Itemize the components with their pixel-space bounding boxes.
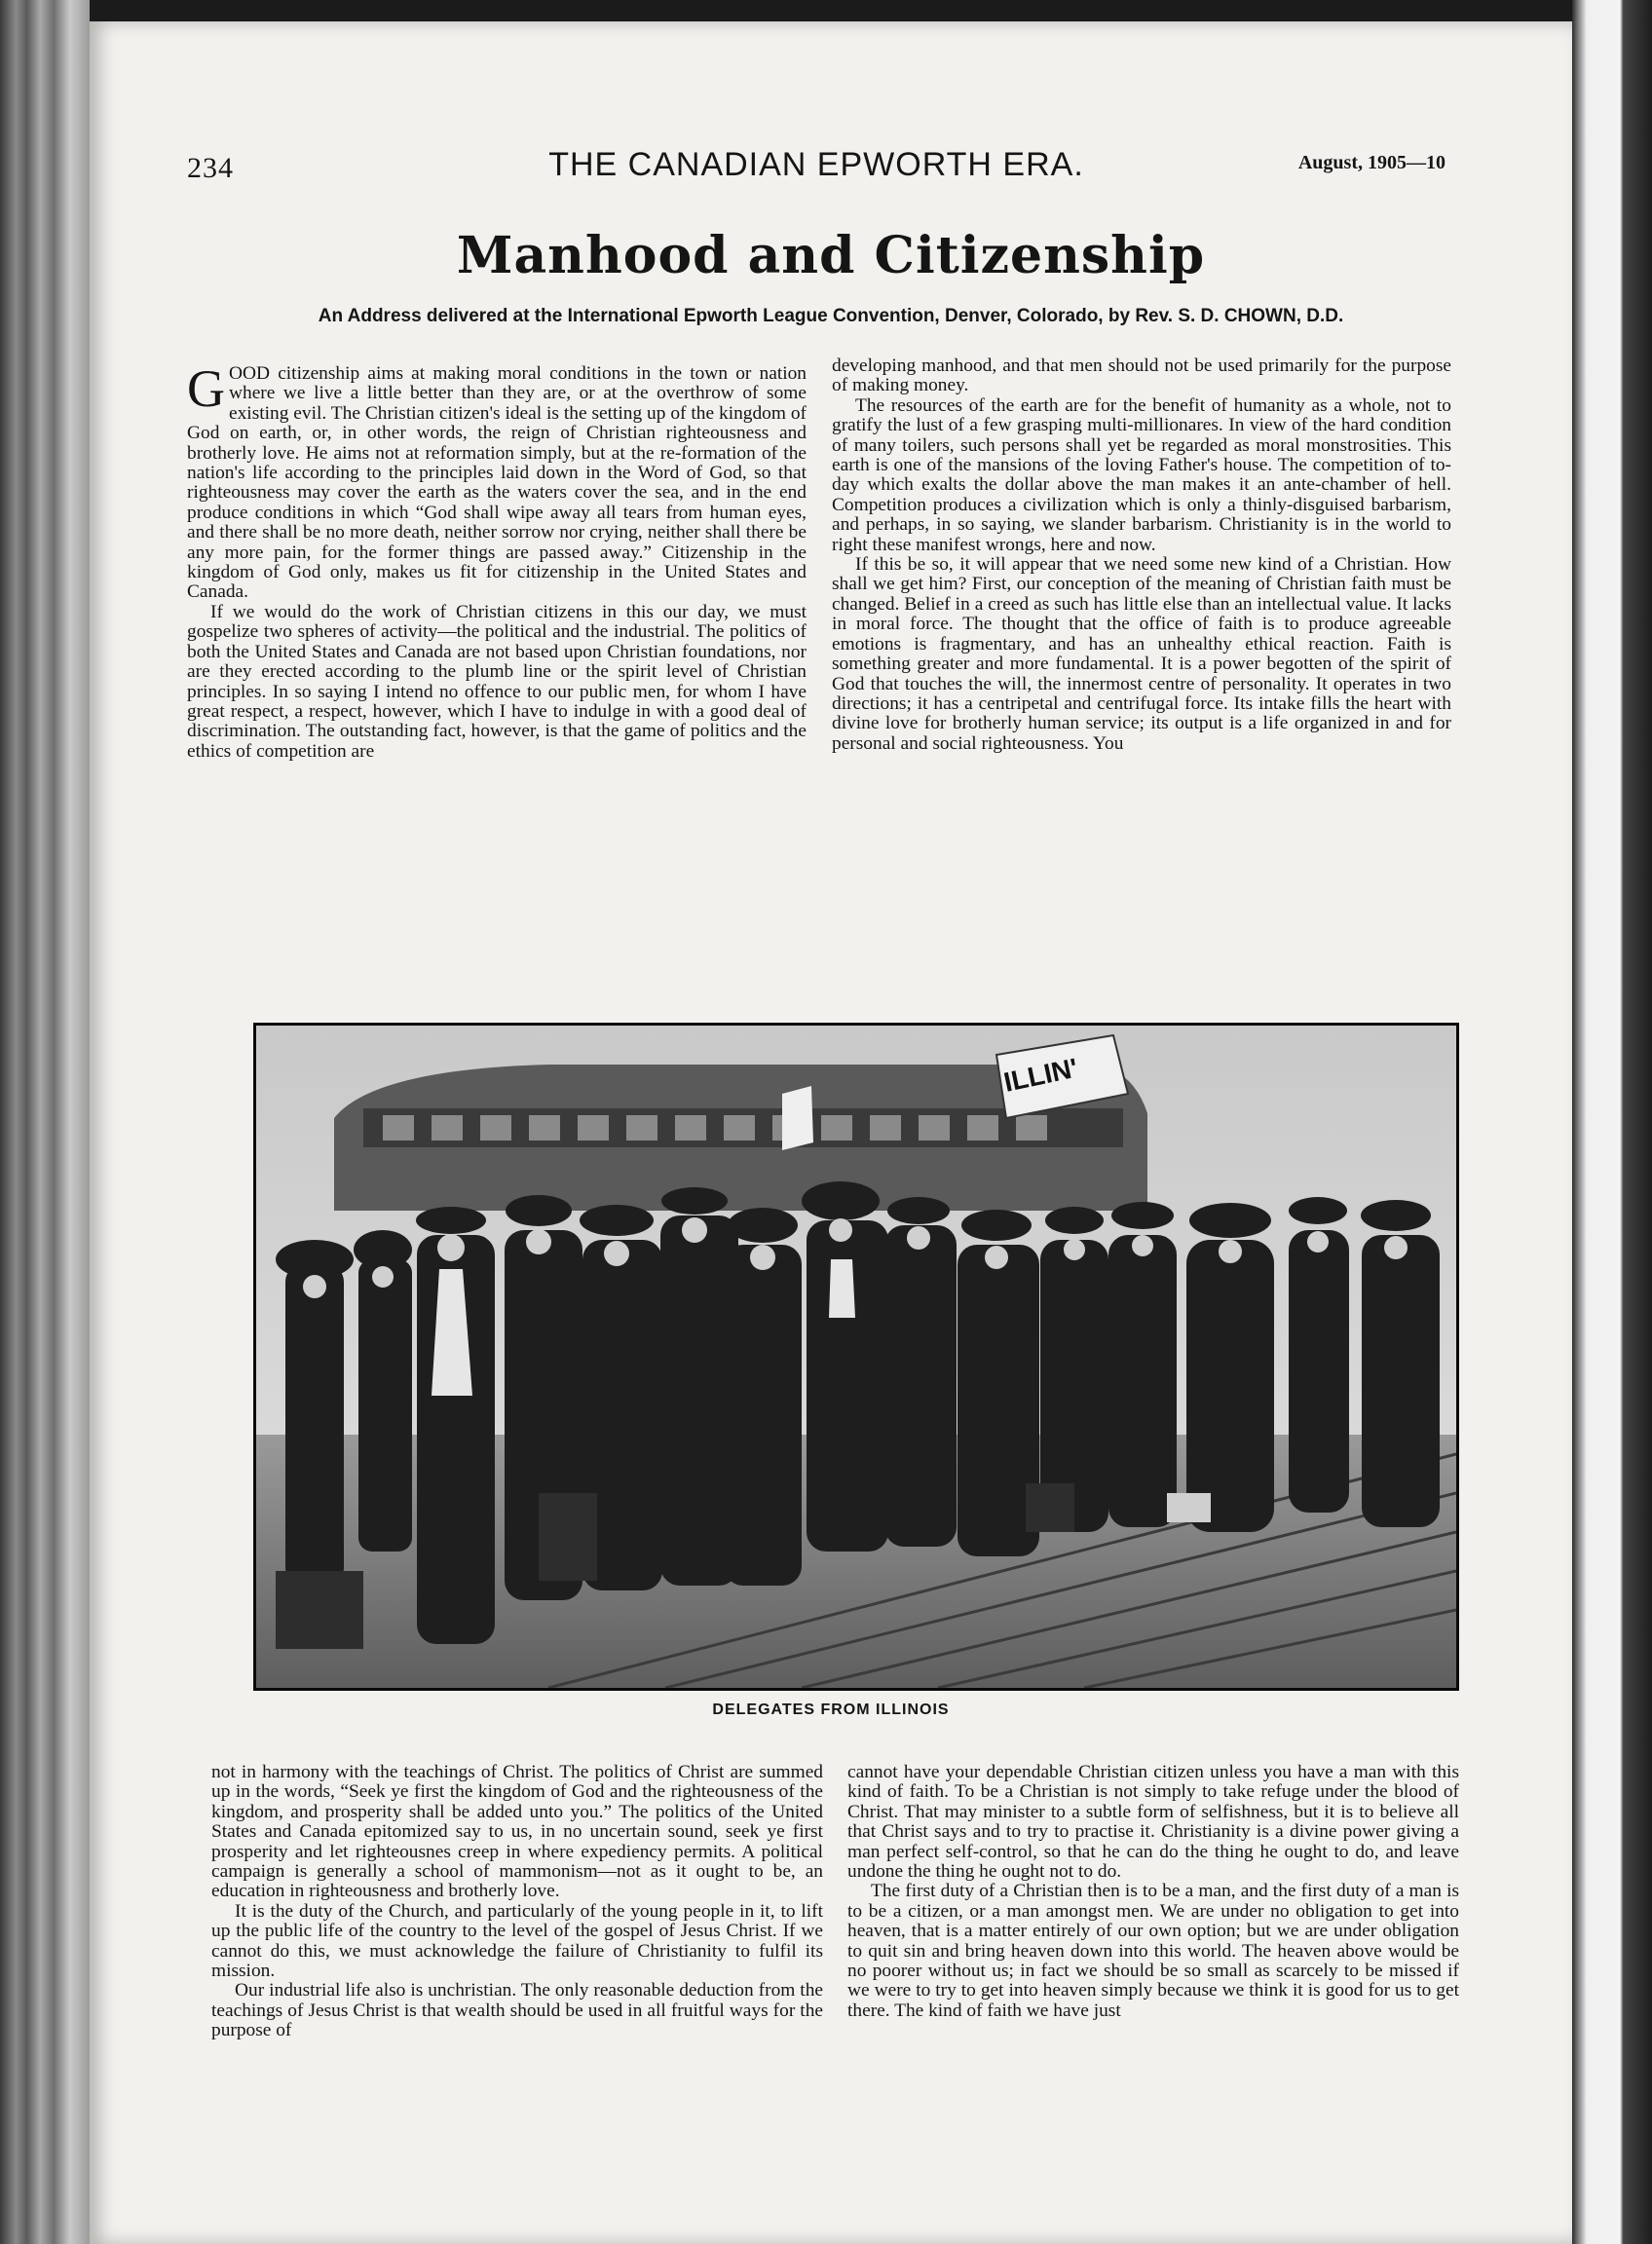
drop-cap: G [187,359,225,418]
delegates-photograph [253,1023,1459,1691]
magazine-page [90,21,1572,2244]
paragraph-text: OOD citizenship aims at making moral conditions in the town or nation where we live a little better than they are, or at the overthrow of some existing evil. The Christian citizen's ideal is the setting up of the kingdom of God on earth, or, in other words, the reign of Christian righteousness and brotherly love. He aims not at reformation simply, but at the re-formation of the nation's life according to the principles laid down in the Word of God, so that righteousness may cover the earth as the waters cover the sea, and in the end produce conditions in which “God shall wipe away all tears from human eyes, and there shall be no more death, neither sorrow nor crying, neither shall there be any more pain, for the former things are passed away.” Citizenship in the kingdom of God only, makes us fit for citizenship in the United States and Canada. [187,363,807,603]
page-header [187,146,1446,195]
page-number: 234 [187,152,234,184]
text-column-3 [211,1763,823,2172]
paragraph: developing manhood, and that men should not be used primarily for the purpose of making money. [832,355,1451,396]
paragraph [187,359,807,603]
book-edge-right [1572,0,1652,2244]
text-column-2 [832,356,1451,999]
photo-illustration [256,1026,1456,1688]
article-subtitle: An Address delivered at the International Epworth League Convention, Denver, Colorado, by Rev. S. D. CHOWN, D.D. [318,306,1344,326]
issue-date: August, 1905—10 [1297,152,1446,173]
paragraph: If this be so, it will appear that we need some new kind of a Christian. How shall we get him? First, our conception of the meaning of Christian faith must be changed. Belief in a creed as such has little else than an intellectual value. It lacks in moral force. The thought that the office of faith is to produce agreeable emotions is fragmentary, and has an unhealthy ethical reaction. Faith is something greater and more fundamental. It is a power begotten of the spirit of God that touches the will, the innermost centre of personality. It operates in two directions; it has a centripetal and centrifugal force. Its intake fills the heart with divine love for brotherly human service; its output is a life organized in and for personal and social righteousness. You [832,554,1451,754]
text-column-4 [847,1763,1459,2172]
banner-text: ILLIN' [1000,1052,1081,1098]
photo-caption: DELEGATES FROM ILLINOIS [712,1702,950,1718]
book-spine-left [0,0,90,2244]
paragraph: Our industrial life also is unchristian. The only reasonable deduction from the teachings of Jesus Christ is that wealth should be used in all fruitful ways for the purpose of [211,1980,823,2041]
running-title: THE CANADIAN EPWORTH ERA. [548,146,1084,183]
paragraph: not in harmony with the teachings of Christ. The politics of Christ are summed up in the words, “Seek ye first the kingdom of God and the righteousness of the kingdom, and prosperity shall be added unto you.” The politics of the United States and Canada epitomized say to us, in no uncertain sound, seek ye first prosperity and let righteousnes creep in where expediency permits. A political campaign is generally a school of mammonism—not as it ought to be, an education in righteousness and brotherly love. [211,1762,823,1902]
paragraph: If we would do the work of Christian citizens in this our day, we must gospelize two spheres of activity—the political and the industrial. The politics of both the United States and Canada are not based upon Christian foundations, nor are they erected according to the plumb line or the spirit level of Christian principles. In so saying I intend no offence to our public men, for whom I have great respect, a respect, however, which I have to indulge in with a good deal of discrimination. The outstanding fact, however, is that the game of politics and the ethics of competition are [187,601,807,762]
paragraph: It is the duty of the Church, and particularly of the young people in it, to lift up the public life of the country to the level of the gospel of Jesus Christ. If we cannot do this, we must acknowledge the failure of Christianity to fulfil its mission. [211,1900,823,1982]
paragraph: The resources of the earth are for the benefit of humanity as a whole, not to gratify the lust of a few grasping multi-millionares. In view of the hard condition of many toilers, such persons shall yet be regarded as moral monstrosities. This earth is one of the mansions of the loving Father's house. The competition of to-day which exalts the dollar above the man makes it an ante-chamber of hell. Competition produces a civilization which is only a thinly-disguised barbarism, and perhaps, in so saying, we slander barbarism. Christianity is in the world to right these manifest wrongs, here and now. [832,394,1451,555]
article-title: Manhood and Citizenship [456,226,1206,285]
paragraph: The first duty of a Christian then is to be a man, and the first duty of a man is to be a citizen, or a man amongst men. We are under no obligation to get into heaven, that is a matter entirely of our own option; but we are under obligation to quit sin and bring heaven down into this world. The heaven above would be no poorer without us; in fact we should be so small as scarcely to be missed if we were to try to get into heaven simply because we think it is good for us to get there. The kind of faith we have just [847,1881,1459,2021]
paragraph: cannot have your dependable Christian citizen unless you have a man with this kind of faith. To be a Christian is not simply to take refuge under the blood of Christ. That may minister to a subtle form of selfishness, but it is to believe all that Christ says and to try to practise it. Christianity is a divine power giving a man perfect self-control, so that he can do the thing he ought to do, and leave undone the thing he ought not to do. [847,1762,1459,1883]
text-column-1 [187,359,807,997]
